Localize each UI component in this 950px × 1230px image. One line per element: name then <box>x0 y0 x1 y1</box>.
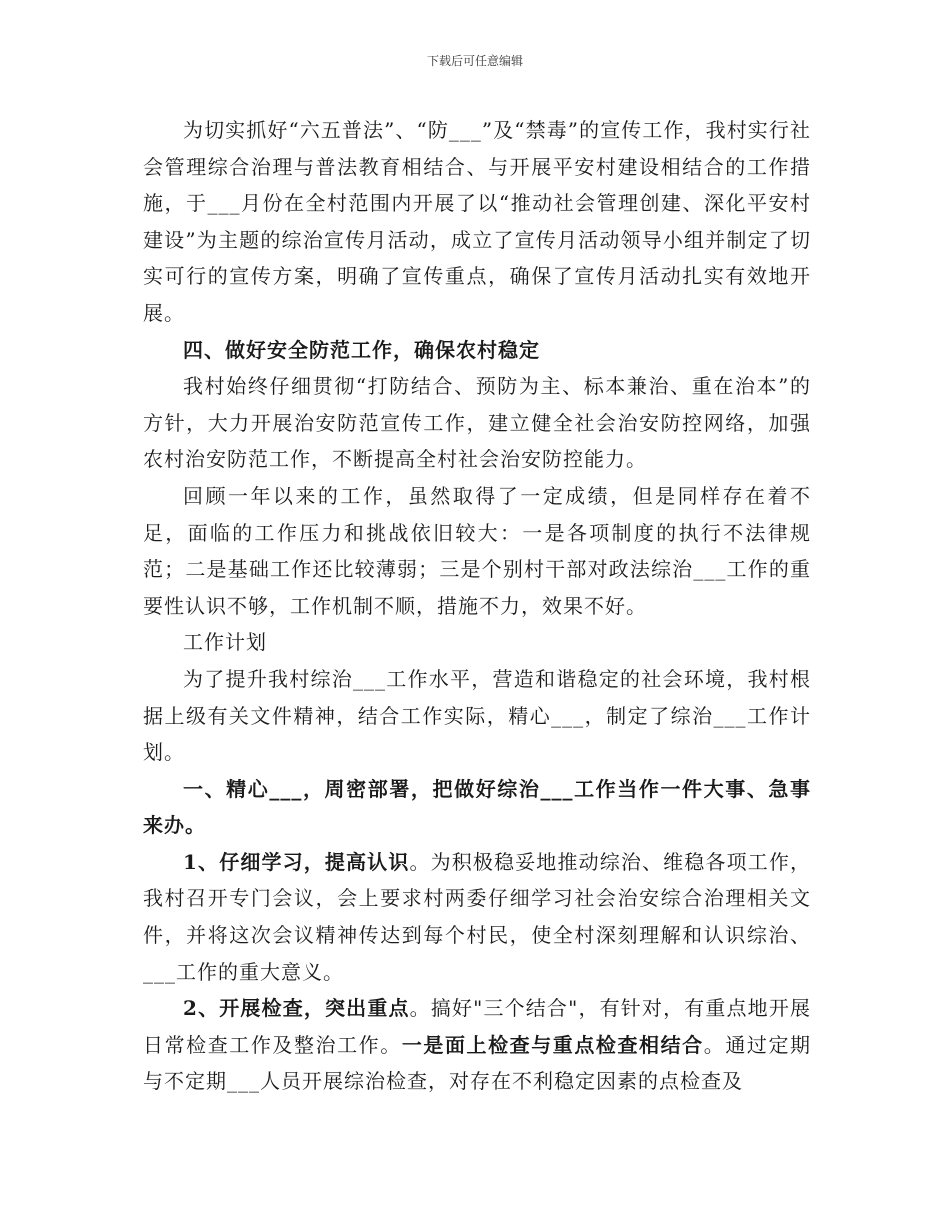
paragraph-review: 回顾一年以来的工作，虽然取得了一定成绩，但是同样存在着不足，面临的工作压力和挑战依旧较大：一是各项制度的执行不法律规范；二是基础工作还比较薄弱；三是个别村干部对政法综治___工作的重要性认识不够，工作机制不顺，措施不力，效果不好。 <box>143 483 811 618</box>
page-header: 下载后可任意编辑 <box>426 54 523 68</box>
paragraph-safety: 我村始终仔细贯彻“打防结合、预防为主、标本兼治、重在治本”的方针，大力开展治安防范宣传工作，建立健全社会治安防控网络，加强农村治安防范工作，不断提高全村社会治安防控能力。 <box>143 374 811 472</box>
study-heading: 1、仔细学习，提高认识 <box>183 849 410 874</box>
section-heading-safety: 四、做好安全防范工作，确保农村稳定 <box>183 337 540 362</box>
study-text: 。为积极稳妥地推动综治、维稳各项工作，我村召开专门会议，会上要求村两委仔细学习社会治安综合治理相关文件，并将这次会议精神传达到每个村民，使全村深刻理解和认识综治、___工作的重大意义。 <box>143 849 811 984</box>
inspection-heading: 2、开展检查，突出重点 <box>183 996 410 1021</box>
inspection-text-2: 。通过定期与不定期___人员开展综治检查，对存在不利稳定因素的点检查及 <box>143 1032 812 1094</box>
paragraph-plan-intro: 为了提升我村综治___工作水平，营造和谐稳定的社会环境，我村根据上级有关文件精神，结合工作实际，精心___，制定了综治___工作计划。 <box>143 666 811 765</box>
plan-title: 工作计划 <box>183 630 267 655</box>
inspection-point-one: 一是面上检查与重点检查相结合 <box>401 1032 704 1057</box>
section-heading-one: 一、精心___，周密部署，把做好综治___工作当作一件大事、急事来办。 <box>143 776 811 838</box>
paragraph-study <box>143 844 811 990</box>
paragraph-publicity: 为切实抓好“六五普法”、“防___”及“禁毒”的宣传工作，我村实行社会管理综合治理与普法教育相结合、与开展平安村建设相结合的工作措施，于___月份在全村范围内开展了以“推动社会管理创建、深化平安村建设”为主题的综治宣传月活动，成立了宣传月活动领导小组并制定了切实可行的宣传方案，明确了宣传重点，确保了宣传月活动扎实有效地开展。 <box>143 118 811 325</box>
document-body <box>143 112 811 1100</box>
paragraph-inspection <box>143 990 811 1100</box>
inspection-text-1: 。搞好"三个结合"，有针对，有重点地开展日常检查工作及整治工作。 <box>143 996 811 1057</box>
